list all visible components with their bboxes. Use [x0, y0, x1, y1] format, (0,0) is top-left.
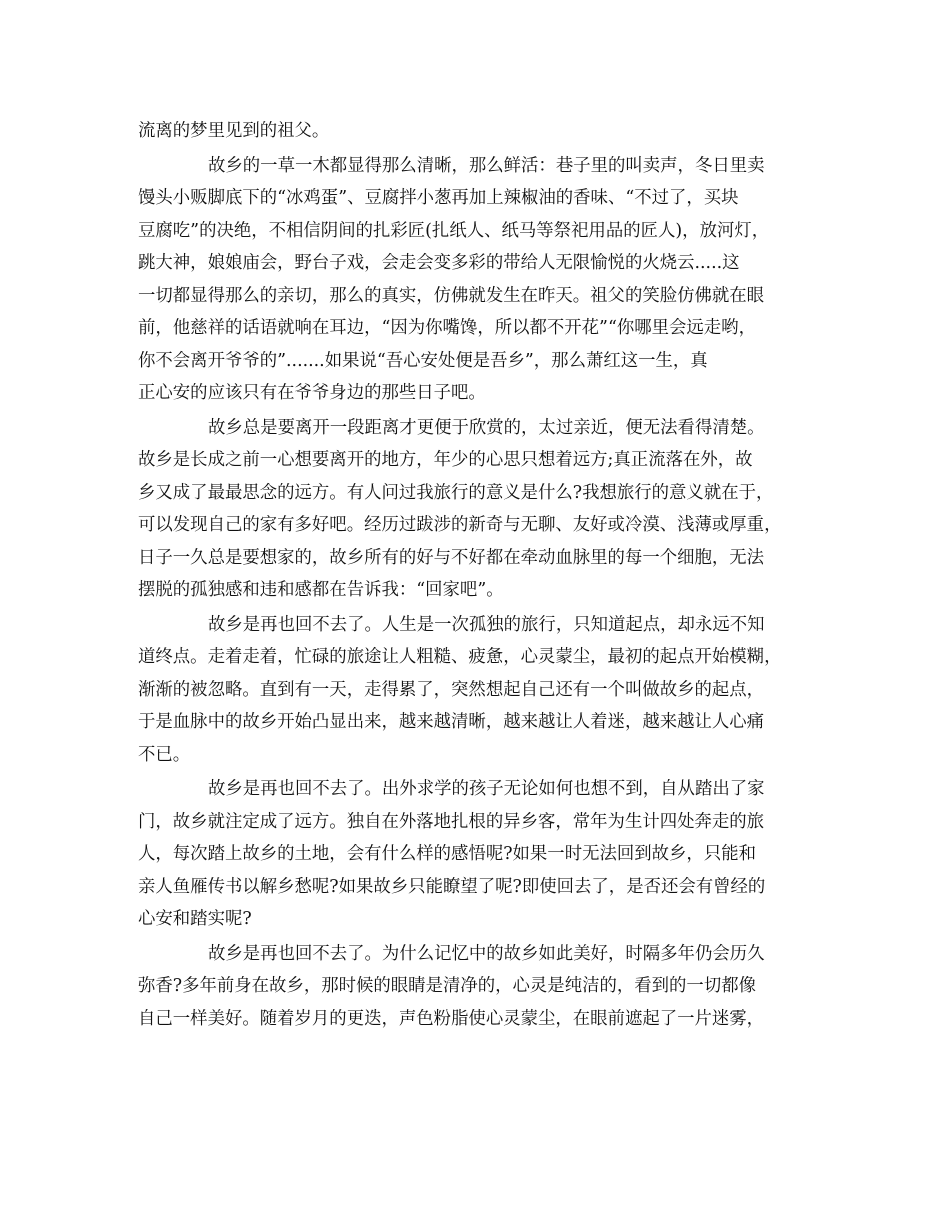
text-line: 于是血脉中的故乡开始凸显出来，越来越清晰，越来越让人着迷，越来越让人心痛 [138, 712, 765, 732]
text-line: 心安和踏实呢? [138, 909, 252, 929]
paragraph-4 [138, 609, 814, 772]
text-line: 人，每次踏上故乡的土地，会有什么样的感悟呢?如果一时无法回到故乡，只能和 [138, 844, 756, 864]
text-line: 故乡的一草一木都显得那么清晰，那么鲜活：巷子里的叫卖声，冬日里卖 [208, 155, 765, 176]
text-line: 豆腐吃”的决绝，不相信阴间的扎彩匠(扎纸人、纸马等祭祀用品的匠人)，放河灯， [138, 220, 770, 241]
text-line: 故乡是再也回不去了。人生是一次孤独的旅行，只知道起点，却永远不知 [208, 614, 765, 635]
paragraph-5 [138, 773, 814, 936]
document-body [138, 115, 814, 1037]
text-line: 正心安的应该只有在爷爷身边的那些日子吧。 [138, 383, 486, 403]
text-line: 故乡是再也回不去了。为什么记忆中的故乡如此美好，时隔多年仍会历久 [208, 943, 765, 964]
text-line: 不已。 [138, 744, 191, 765]
text-line: 门，故乡就注定成了远方。独自在外落地扎根的异乡客，常年为生计四处奔走的旅 [138, 811, 765, 832]
text-line: 一切都显得那么的亲切，那么的真实，仿佛就发生在昨天。祖父的笑脸仿佛就在眼 [138, 285, 765, 306]
paragraph-3 [138, 412, 814, 607]
text-line: 道终点。走着走着，忙碌的旅途让人粗糙、疲惫，心灵蒙尘，最初的起点开始模糊， [138, 647, 782, 667]
text-line: 馒头小贩脚底下的“冰鸡蛋”、豆腐拌小葱再加上辣椒油的香味、“不过了，买块 [138, 188, 739, 208]
text-line: 弥香?多年前身在故乡，那时候的眼睛是清净的，心灵是纯洁的，看到的一切都像 [138, 976, 756, 996]
text-line: 故乡总是要离开一段距离才更便于欣赏的，太过亲近，便无法看得清楚。 [208, 417, 765, 438]
text-line: 前，他慈祥的话语就响在耳边，“因为你嘴馋，所以都不开花”“你哪里会远走哟， [138, 318, 756, 338]
text-line: 故乡是再也回不去了。出外求学的孩子无论如何也想不到，自从踏出了家 [208, 779, 765, 799]
text-line: 跳大神，娘娘庙会，野台子戏，会走会变多彩的带给人无限愉悦的火烧云.....这 [138, 253, 740, 273]
text-line: 你不会离开爷爷的”.......如果说“吾心安处便是吾乡”，那么萧红这一生，真 [138, 350, 708, 371]
text-line: 亲人鱼雁传书以解乡愁呢?如果故乡只能瞭望了呢?即使回去了，是否还会有曾经的 [138, 876, 766, 897]
text-line: 渐渐的被忽略。直到有一天，走得累了，突然想起自己还有一个叫做故乡的起点， [138, 679, 765, 700]
paragraph-1 [138, 115, 814, 148]
text-line: 摆脱的孤独感和违和感都在告诉我：“回家吧”。 [138, 580, 504, 600]
text-line: 故乡是长成之前一心想要离开的地方，年少的心思只想着远方;真正流落在外，故 [138, 450, 753, 470]
text-line: 乡又成了最最思念的远方。有人问过我旅行的意义是什么?我想旅行的意义就在于， [138, 482, 774, 503]
text-line: 日子一久总是要想家的，故乡所有的好与不好都在牵动血脉里的每一个细胞，无法 [138, 547, 765, 568]
text-line: 流离的梦里见到的祖父。 [138, 121, 330, 141]
paragraph-6 [138, 938, 814, 1036]
text-line: 可以发现自己的家有多好吧。经历过跋涉的新奇与无聊、友好或冷漠、浅薄或厚重， [138, 515, 782, 535]
text-line: 自己一样美好。随着岁月的更迭，声色粉脂使心灵蒙尘，在眼前遮起了一片迷雾， [138, 1008, 765, 1029]
paragraph-2 [138, 150, 814, 410]
